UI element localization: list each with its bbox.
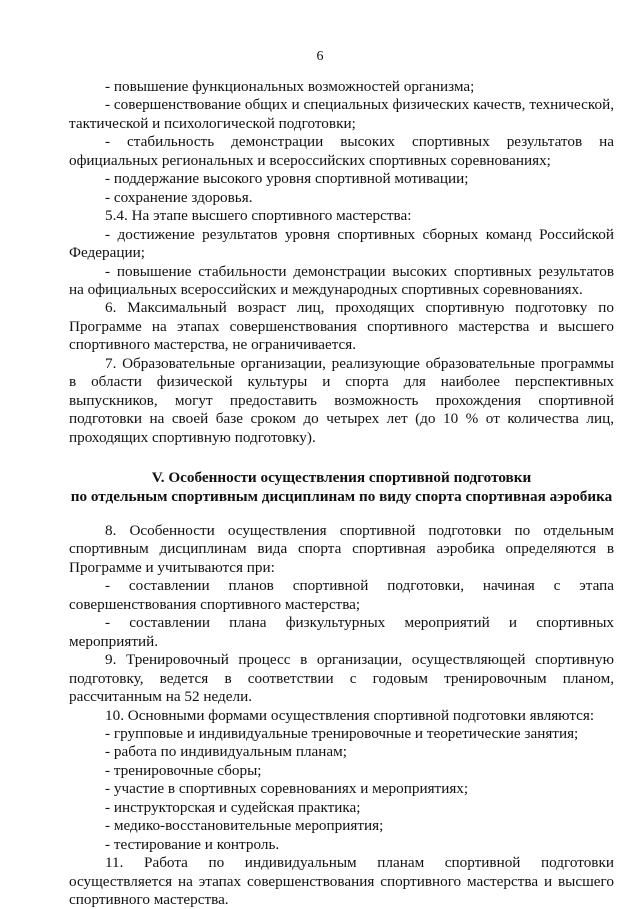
paragraph: - поддержание высокого уровня спортивной мотивации;: [105, 170, 469, 188]
paragraph: - повышение функциональных возможностей организма;: [105, 78, 475, 95]
paragraph: 9. Тренировочный процесс в организации, осуществляющей спортивную подготовку, ведется в соответствии с годовым тренировочным планом, рассчитанным на 52 недели.: [69, 651, 614, 706]
spacer: [69, 447, 614, 461]
paragraph: 11. Работа по индивидуальным планам спортивной подготовки осуществляется на этапах совершенствования спортивного мастерства и высшего спортивного мастерства.: [69, 854, 614, 909]
section-heading-line-1: V. Особенности осуществления спортивной подготовки: [151, 469, 532, 487]
paragraph: - участие в спортивных соревнованиях и мероприятиях;: [105, 780, 469, 798]
paragraph: 8. Особенности осуществления спортивной подготовки по отдельным спортивным дисциплинам вида спорта спортивная аэробика определяются в Программе и учитываются при:: [69, 521, 614, 576]
paragraph: 10. Основными формами осуществления спортивной подготовки являются:: [105, 706, 595, 724]
document-body: [69, 78, 614, 909]
text-block-2: [69, 522, 614, 909]
paragraph: - составлении плана физкультурных мероприятий и спортивных мероприятий.: [69, 614, 614, 650]
paragraph: - сохранение здоровья.: [105, 188, 253, 206]
paragraph: - работа по индивидуальным планам;: [105, 743, 347, 761]
text-block-1: [69, 78, 614, 447]
paragraph: - совершенствование общих и специальных физических качеств, технической, тактической и психологической подготовки;: [69, 96, 614, 132]
paragraph: - групповые и индивидуальные тренировочные и теоретические занятия;: [105, 724, 579, 742]
paragraph: - тестирование и контроль.: [105, 835, 280, 853]
paragraph: - достижение результатов уровня спортивных сборных команд Российской Федерации;: [69, 225, 614, 262]
paragraph: 6. Максимальный возраст лиц, проходящих спортивную подготовку по Программе на этапах совершенствования спортивного мастерства и высшего спортивного мастерства, не ограничивается.: [69, 299, 614, 354]
paragraph: - повышение стабильности демонстрации высоких спортивных результатов на официальных всероссийских и международных спортивных соревнованиях.: [69, 262, 614, 298]
section-heading: [69, 469, 614, 506]
paragraph: - медико-восстановительные мероприятия;: [105, 817, 384, 835]
paragraph: 7. Образовательные организации, реализующие образовательные программы в области физической культуры и спорта для наиболее перспективных выпускников, могут предоставить возможность прохождения спортивной подготовки на своей базе сроком до четырех лет (до 10 % от количества лиц, проходящих спортивную подготовку).: [69, 354, 614, 446]
paragraph: - составлении планов спортивной подготовки, начиная с этапа совершенствования спортивного мастерства;: [69, 577, 614, 613]
paragraph: 5.4. На этапе высшего спортивного мастерства:: [105, 207, 412, 225]
section-heading-line-2: по отдельным спортивным дисциплинам по виду спорта спортивная аэробика: [70, 487, 613, 505]
paragraph: - тренировочные сборы;: [105, 761, 262, 779]
paragraph: - стабильность демонстрации высоких спортивных результатов на официальных региональных и всероссийских спортивных соревнованиях;: [69, 133, 614, 169]
paragraph: - инструкторская и судейская практика;: [105, 798, 361, 816]
page-number: 6: [316, 49, 324, 64]
